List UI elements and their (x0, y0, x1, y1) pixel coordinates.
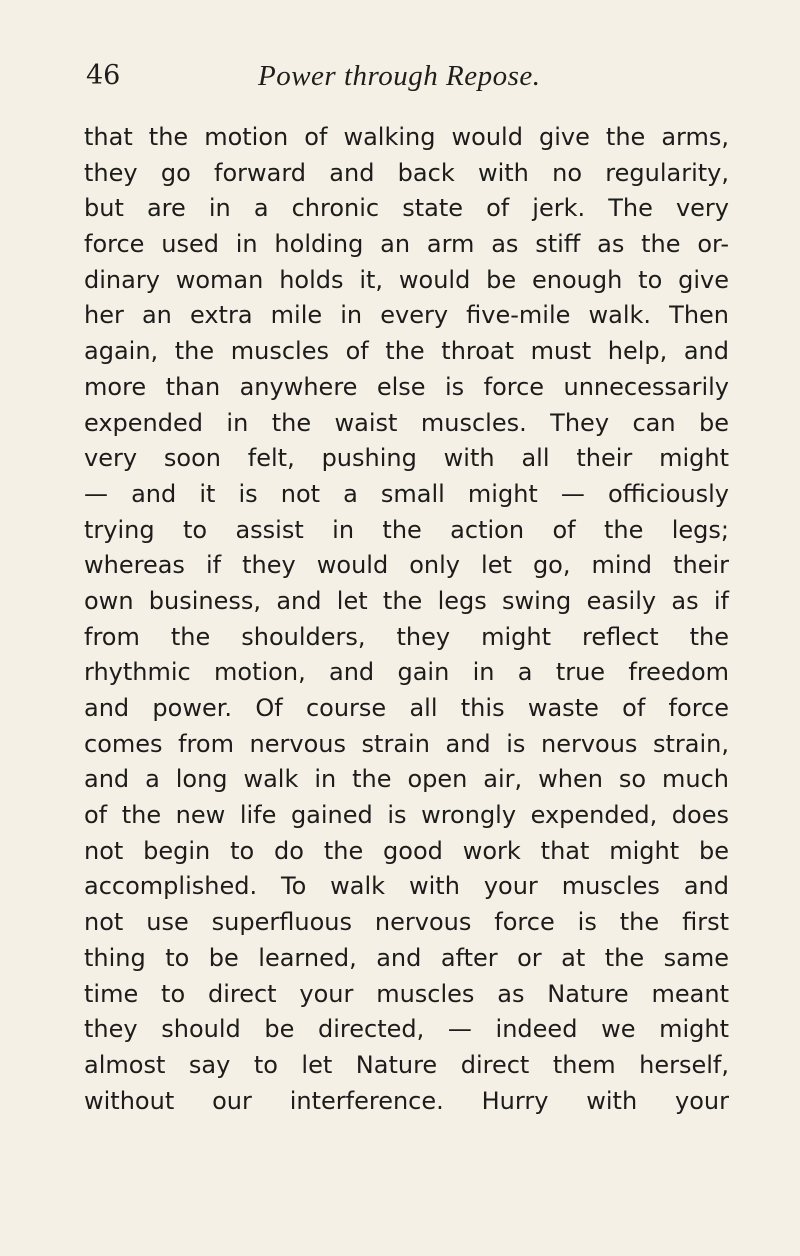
text-line: not begin to do the good work that might be (84, 836, 729, 865)
text-line: rhythmic motion, and gain in a true freedom (84, 658, 729, 687)
text-line: dinary woman holds it, would be enough to give (84, 265, 729, 294)
body-text (84, 120, 729, 1119)
running-title: Power through Repose. (258, 60, 541, 92)
text-line: that the motion of walking would give the arms, (84, 123, 729, 151)
text-line: whereas if they would only let go, mind their (84, 551, 729, 580)
text-line: thing to be learned, and after or at the same (84, 943, 729, 972)
text-line: trying to assist in the action of the legs; (84, 515, 729, 544)
text-line: more than anywhere else is force unnecessarily (84, 372, 729, 401)
text-line: comes from nervous strain and is nervous strain, (84, 729, 729, 758)
text-line: but are in a chronic state of jerk. The very (84, 194, 729, 223)
text-line: of the new life gained is wrongly expended, does (84, 801, 729, 830)
text-line: not use superfluous nervous force is the first (84, 908, 729, 937)
text-line: time to direct your muscles as Nature meant (84, 979, 729, 1008)
text-line: expended in the waist muscles. They can be (84, 408, 729, 437)
text-line: and power. Of course all this waste of force (84, 694, 729, 722)
text-line: accomplished. To walk with your muscles and (84, 872, 729, 901)
text-line: own business, and let the legs swing easily as if (84, 586, 729, 615)
text-line: again, the muscles of the throat must help, and (84, 337, 729, 366)
text-line: from the shoulders, they might reflect the (84, 622, 729, 651)
text-line: they should be directed, — indeed we might (84, 1015, 729, 1044)
text-line: they go forward and back with no regularity, (84, 158, 729, 187)
page-number: 46 (86, 60, 121, 91)
page-header (86, 58, 726, 102)
text-line: almost say to let Nature direct them herself, (84, 1050, 729, 1079)
text-line: — and it is not a small might — officiously (84, 479, 729, 508)
text-line: without our interference. Hurry with your (84, 1086, 729, 1115)
text-line: force used in holding an arm as stiff as the or- (84, 230, 729, 259)
text-line: very soon felt, pushing with all their might (84, 444, 729, 473)
text-line: and a long walk in the open air, when so much (84, 765, 729, 794)
text-line: her an extra mile in every five-mile walk. Then (84, 301, 729, 330)
